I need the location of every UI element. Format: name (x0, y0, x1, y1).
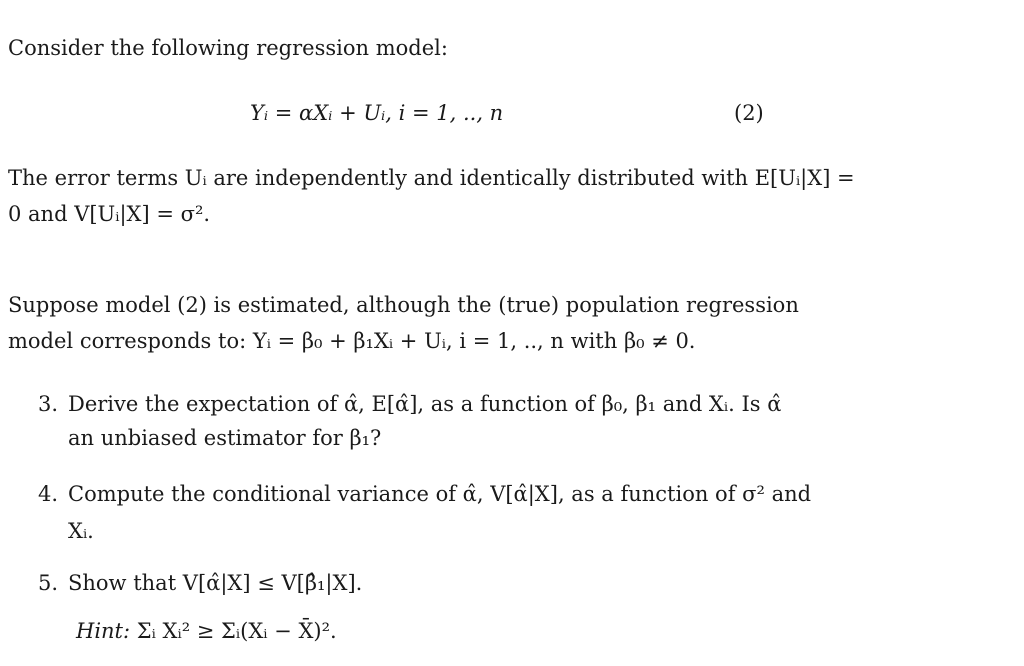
question-3-number: 3. (38, 392, 59, 416)
equation-formula: Yᵢ = αXᵢ + Uᵢ, i = 1, .., n (250, 101, 504, 125)
question-3-line2: an unbiased estimator for β₁? (68, 426, 382, 450)
question-5-number: 5. (38, 571, 59, 595)
question-3-line1: Derive the expectation of α̂, E[α̂], as a function of β₀, β₁ and Xᵢ. Is α̂ (68, 392, 782, 416)
question-5-line1: Show that V[α̂|X] ≤ V[β̂₁|X]. (68, 571, 363, 595)
question-4-line1: Compute the conditional variance of α̂, V[α̂|X], as a function of σ² and (68, 482, 812, 506)
paragraph2-line2: model corresponds to: Yᵢ = β₀ + β₁Xᵢ + Uᵢ, i = 1, .., n with β₀ ≠ 0. (8, 329, 696, 353)
intro-text: Consider the following regression model: (8, 36, 448, 60)
hint-formula: Σᵢ Xᵢ² ≥ Σᵢ(Xᵢ − X̄)². (136, 619, 337, 643)
paragraph2-line1: Suppose model (2) is estimated, although the (true) population regression (8, 293, 799, 317)
hint-label: Hint: (76, 619, 131, 643)
question-4-line2: Xᵢ. (68, 519, 94, 543)
paragraph1-line2: 0 and V[Uᵢ|X] = σ². (8, 202, 211, 226)
hint (76, 619, 337, 643)
equation-number: (2) (734, 101, 764, 125)
paragraph1-line1: The error terms Uᵢ are independently and identically distributed with E[Uᵢ|X] = (8, 166, 855, 190)
question-4-number: 4. (38, 482, 59, 506)
